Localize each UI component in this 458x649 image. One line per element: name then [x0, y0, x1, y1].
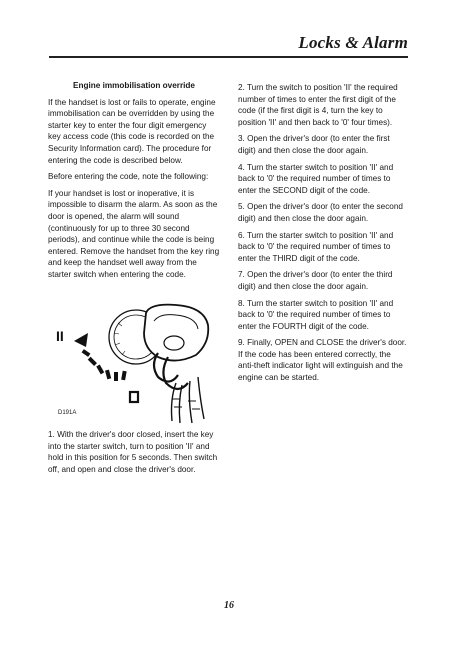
- left-column: [48, 80, 220, 286]
- starter-switch-illustration: [48, 303, 218, 425]
- header-rule: [49, 56, 408, 58]
- step-3: 3. Open the driver's door (to enter the first digit) and then close the door again.: [238, 134, 390, 155]
- step-8: 8. Turn the starter switch to position 'II' and back to '0' the required number of times to enter the FOURTH digit of the code.: [238, 298, 394, 331]
- step-2: 2. Turn the switch to position 'II' the required number of times to enter the first digit of the code (if the first digit is 4, turn the key to position 'II' and then back to '0' four times).: [238, 83, 398, 127]
- step-5: 5. Open the driver's door (to enter the second digit) and then close the door again.: [238, 202, 403, 223]
- page-title: Locks & Alarm: [298, 33, 408, 52]
- step-9: 9. Finally, OPEN and CLOSE the driver's door. If the code has been entered correctly, the anti-theft indicator light will extinguish and the engine can be started.: [238, 338, 407, 383]
- figure-code: D191A: [58, 410, 77, 416]
- warning-paragraph: If your handset is lost or inoperative, it is impossible to disarm the alarm. As soon as the door is opened, the alarm will sound (continuously for up to three 30 second periods), and continue while the code is being entered. Remove the handset from the key ring and keep the handset well away from the starter switch when entering the code.: [48, 188, 220, 279]
- position-two-label: II: [56, 328, 64, 344]
- intro-paragraph: If the handset is lost or fails to operate, engine immobilisation can be overridden by using the starter key to enter the four digit emergency key access code (this code is recorded on the Security Information card). The procedure for entering the code is described below.: [48, 97, 216, 165]
- right-column: [238, 82, 408, 389]
- step-4: 4. Turn the starter switch to position 'II' and back to '0' the required number of times to enter the SECOND digit of the code.: [238, 162, 394, 195]
- step-7: 7. Open the driver's door (to enter the third digit) and then close the door again.: [238, 270, 393, 291]
- position-zero-marker: [130, 392, 138, 402]
- note-lead-paragraph: Before entering the code, note the following:: [48, 172, 209, 182]
- section-heading: Engine immobilisation override: [73, 81, 195, 90]
- step-1: 1. With the driver's door closed, insert the key into the starter switch, turn to position 'II' and hold in this position for 5 seconds. Then switch off, and open and close the driver's door.: [48, 430, 218, 474]
- step-6: 6. Turn the starter switch to position 'II' and back to '0' the required number of times to enter the THIRD digit of the code.: [238, 230, 394, 263]
- page-number: 16: [224, 600, 234, 611]
